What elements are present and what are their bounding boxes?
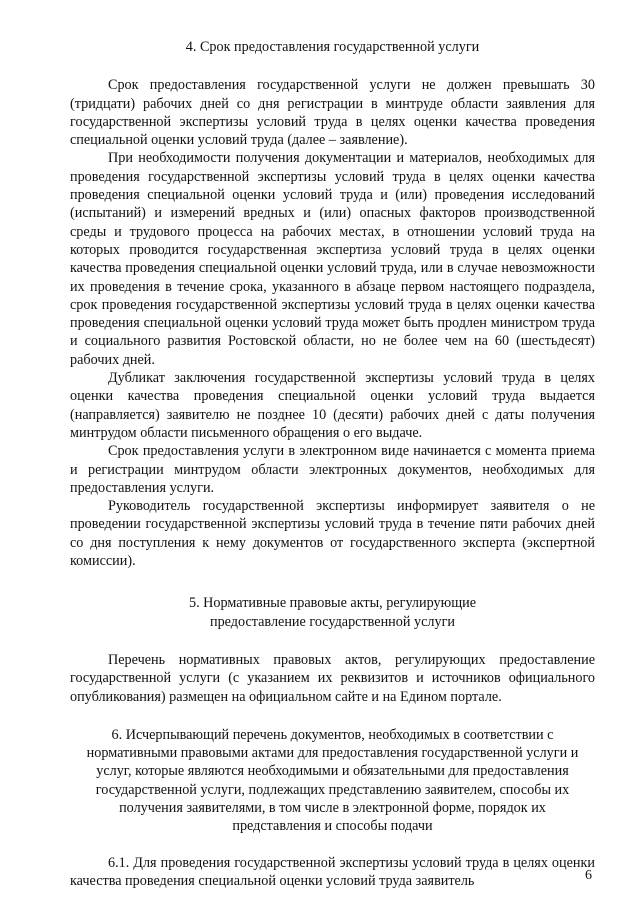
section-6-title: 6. Исчерпывающий перечень документов, необходимых в соответствии с нормативными правовыми актами для предоставления государственной услуги и услуг, которые являются необходимыми и обязательными для предоставления государственной услуги, подлежащих представлению заявителем, способы их получения заявителями, в том числе в электронной форме, порядок их представления и способы подачи xyxy=(86,726,579,835)
section-5-title xyxy=(70,594,595,631)
section-4-paragraph-3: Дубликат заключения государственной экспертизы условий труда в целях оценки качества проведения специальной оценки условий труда выдается (направляется) заявителю не позднее 10 (десяти) рабочих дней с даты получения минтрудом области письменного обращения о его выдаче. xyxy=(70,370,595,441)
document-page xyxy=(70,38,595,890)
section-5-title-line-2: предоставление государственной услуги xyxy=(210,613,455,630)
section-4-title: 4. Срок предоставления государственной услуги xyxy=(185,39,480,55)
section-5-paragraph: Перечень нормативных правовых актов, регулирующих предоставление государственной услуги (с указанием их реквизитов и источников официального опубликования) размещен на официальном сайте и на Едином портале. xyxy=(70,651,595,705)
section-4-paragraph-2: При необходимости получения документации и материалов, необходимых для проведения государственной экспертизы условий труда в целях оценки качества проведения специальной оценки условий труда и (или) проведения исследований (испытаний) и измерений вредных и (или) опасных факторов производственной среды и трудового процесса на рабочих местах, в отношении условий труда на которых проводится государственная экспертиза условий труда в целях оценки качества проведения специальной оценки условий труда, или в случае невозможности их проведения в течение срока, указанного в абзаце первом настоящего подраздела, срок проведения государственной экспертизы условий труда в целях оценки качества проведения специальной оценки условий труда может быть продлен министром труда и социального развития Ростовской области, но не более чем на 60 (шестьдесят) рабочих дней. xyxy=(70,150,595,368)
section-4-paragraph-5: Руководитель государственной экспертизы информирует заявителя о не проведении государственной экспертизы условий труда в течение пяти рабочих дней со дня поступления к нему документов от государственного эксперта (экспертной комиссии). xyxy=(70,498,595,570)
section-4-paragraph-4: Срок предоставления услуги в электронном виде начинается с момента приема и регистрации минтрудом области электронных документов, необходимых для предоставления услуги. xyxy=(70,443,595,496)
section-6-paragraph: 6.1. Для проведения государственной экспертизы условий труда в целях оценки качества проведения специальной оценки условий труда заявитель xyxy=(70,854,595,889)
page-number: 6 xyxy=(585,868,592,883)
section-4-paragraph-1: Срок предоставления государственной услуги не должен превышать 30 (тридцати) рабочих дней со дня регистрации в минтруде области заявления для государственной экспертизы условий труда в целях оценки качества проведения специальной оценки условий труда (далее – заявление). xyxy=(70,77,595,149)
section-5-title-line-1: 5. Нормативные правовые акты, регулирующие xyxy=(188,595,477,612)
